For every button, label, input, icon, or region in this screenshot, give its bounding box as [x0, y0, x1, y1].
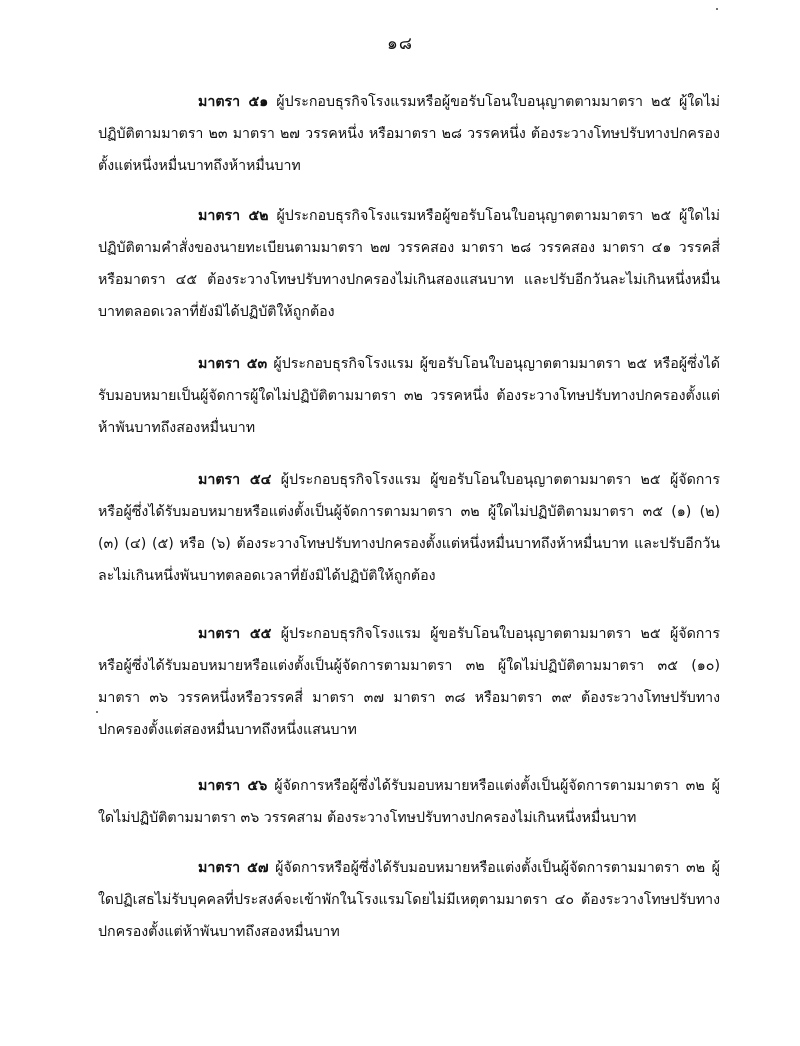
section-55 [98, 618, 720, 746]
scan-speck [96, 711, 98, 713]
section-text: ผู้ประกอบธุรกิจโรงแรม ผู้ขอรับโอนใบอนุญาตตามมาตรา ๒๕ ผู้จัดการหรือผู้ซึ่งได้รับมอบหมายหรือแต่งตั้งเป็นผู้จัดการตามมาตรา ๓๒ ผู้ใดไม่ปฏิบัติตามมาตรา ๓๕ (๑๐) มาตรา ๓๖ วรรคหนึ่งหรือวรรคสี่ มาตรา ๓๗ มาตรา ๓๘ หรือมาตรา ๓๙ ต้องระวางโทษปรับทางปกครองตั้งแต่สองหมื่นบาทถึงหนึ่งแสนบาท [98, 626, 720, 738]
section-text: ผู้ประกอบธุรกิจโรงแรมหรือผู้ขอรับโอนใบอนุญาตตามมาตรา ๒๕ ผู้ใดไม่ปฏิบัติตามมาตรา ๒๓ มาตรา ๒๗ วรรคหนึ่ง หรือมาตรา ๒๘ วรรคหนึ่ง ต้องระวางโทษปรับทางปกครองตั้งแต่หนึ่งหมื่นบาทถึงห้าหมื่นบาท [98, 94, 720, 174]
section-label: มาตรา ๕๔ [198, 472, 272, 488]
section-label: มาตรา ๕๓ [198, 356, 268, 372]
section-text: ผู้ประกอบธุรกิจโรงแรม ผู้ขอรับโอนใบอนุญาตตามมาตรา ๒๕ ผู้จัดการหรือผู้ซึ่งได้รับมอบหมายหรือแต่งตั้งเป็นผู้จัดการตามมาตรา ๓๒ ผู้ใดไม่ปฏิบัติตามมาตรา ๓๕ (๑) (๒) (๓) (๔) (๕) หรือ (๖) ต้องระวางโทษปรับทางปกครองตั้งแต่หนึ่งหมื่นบาทถึงห้าหมื่นบาท และปรับอีกวันละไม่เกินหนึ่งพันบาทตลอดเวลาที่ยังมิได้ปฏิบัติให้ถูกต้อง [98, 472, 720, 584]
section-label: มาตรา ๕๗ [198, 860, 269, 876]
section-label: มาตรา ๕๕ [198, 626, 272, 642]
section-text: ผู้จัดการหรือผู้ซึ่งได้รับมอบหมายหรือแต่งตั้งเป็นผู้จัดการตามมาตรา ๓๒ ผู้ใดปฏิเสธไม่รับบุคคลที่ประสงค์จะเข้าพักในโรงแรมโดยไม่มีเหตุตามมาตรา ๔๐ ต้องระวางโทษปรับทางปกครองตั้งแต่ห้าพันบาทถึงสองหมื่นบาท [98, 860, 720, 940]
section-54 [98, 464, 720, 592]
section-text: ผู้จัดการหรือผู้ซึ่งได้รับมอบหมายหรือแต่งตั้งเป็นผู้จัดการตามมาตรา ๓๒ ผู้ใดไม่ปฏิบัติตามมาตรา ๓๖ วรรคสาม ต้องระวางโทษปรับทางปกครองไม่เกินหนึ่งหมื่นบาท [98, 778, 720, 826]
section-label: มาตรา ๕๑ [198, 94, 269, 110]
section-51 [98, 86, 720, 182]
section-56 [98, 770, 720, 834]
section-53 [98, 348, 720, 444]
scan-speck [716, 8, 718, 10]
section-52 [98, 200, 720, 328]
section-label: มาตรา ๕๖ [198, 778, 268, 794]
section-text: ผู้ประกอบธุรกิจโรงแรมหรือผู้ขอรับโอนใบอนุญาตตามมาตรา ๒๕ ผู้ใดไม่ปฏิบัติตามคำสั่งของนายทะเบียนตามมาตรา ๒๗ วรรคสอง มาตรา ๒๘ วรรคสอง มาตรา ๔๑ วรรคสี่ หรือมาตรา ๔๕ ต้องระวางโทษปรับทางปกครองไม่เกินสองแสนบาท และปรับอีกวันละไม่เกินหนึ่งหมื่นบาทตลอดเวลาที่ยังมิได้ปฏิบัติให้ถูกต้อง [98, 208, 720, 320]
section-label: มาตรา ๕๒ [198, 208, 269, 224]
section-57 [98, 852, 720, 948]
section-text: ผู้ประกอบธุรกิจโรงแรม ผู้ขอรับโอนใบอนุญาตตามมาตรา ๒๕ หรือผู้ซึ่งได้รับมอบหมายเป็นผู้จัดการผู้ใดไม่ปฏิบัติตามมาตรา ๓๒ วรรคหนึ่ง ต้องระวางโทษปรับทางปกครองตั้งแต่ห้าพันบาทถึงสองหมื่นบาท [98, 356, 720, 436]
page-number: ๑๘ [387, 34, 413, 54]
